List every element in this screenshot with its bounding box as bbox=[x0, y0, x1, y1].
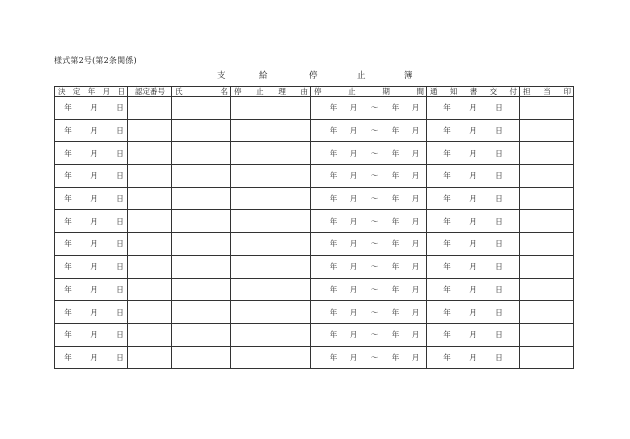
name-cell[interactable] bbox=[172, 210, 231, 233]
reason-cell[interactable] bbox=[231, 255, 311, 278]
stamp-cell[interactable] bbox=[520, 346, 574, 369]
form-label: 様式第2号(第2条関係) bbox=[54, 56, 137, 65]
cert-number-cell[interactable] bbox=[128, 255, 172, 278]
cert-number-cell[interactable] bbox=[128, 119, 172, 142]
table-row bbox=[55, 255, 574, 278]
table-row bbox=[55, 165, 574, 188]
header-notice-date: 通 知 書 交 付 bbox=[427, 87, 520, 97]
period-cell[interactable]: 年 月 〜 年 月 bbox=[311, 255, 427, 278]
notice-date-cell[interactable]: 年 月 日 bbox=[427, 301, 520, 324]
period-cell[interactable]: 年 月 〜 年 月 bbox=[311, 346, 427, 369]
period-cell[interactable]: 年 月 〜 年 月 bbox=[311, 278, 427, 301]
period-cell[interactable]: 年 月 〜 年 月 bbox=[311, 233, 427, 256]
table-row bbox=[55, 233, 574, 256]
decision-date-cell[interactable]: 年 月 日 bbox=[55, 233, 128, 256]
stamp-cell[interactable] bbox=[520, 142, 574, 165]
decision-date-cell[interactable]: 年 月 日 bbox=[55, 165, 128, 188]
decision-date-cell[interactable]: 年 月 日 bbox=[55, 97, 128, 120]
reason-cell[interactable] bbox=[231, 165, 311, 188]
table-row bbox=[55, 97, 574, 120]
header-decision-date: 決 定 年 月 日 bbox=[55, 87, 128, 97]
name-cell[interactable] bbox=[172, 165, 231, 188]
stamp-cell[interactable] bbox=[520, 165, 574, 188]
name-cell[interactable] bbox=[172, 97, 231, 120]
cert-number-cell[interactable] bbox=[128, 346, 172, 369]
stamp-cell[interactable] bbox=[520, 301, 574, 324]
decision-date-cell[interactable]: 年 月 日 bbox=[55, 278, 128, 301]
cert-number-cell[interactable] bbox=[128, 210, 172, 233]
decision-date-cell[interactable]: 年 月 日 bbox=[55, 301, 128, 324]
cert-number-cell[interactable] bbox=[128, 187, 172, 210]
cert-number-cell[interactable] bbox=[128, 142, 172, 165]
cert-number-cell[interactable] bbox=[128, 301, 172, 324]
period-cell[interactable]: 年 月 〜 年 月 bbox=[311, 119, 427, 142]
table-row bbox=[55, 278, 574, 301]
stamp-cell[interactable] bbox=[520, 119, 574, 142]
name-cell[interactable] bbox=[172, 278, 231, 301]
header-reason: 停 止 理 由 bbox=[231, 87, 311, 97]
reason-cell[interactable] bbox=[231, 323, 311, 346]
period-cell[interactable]: 年 月 〜 年 月 bbox=[311, 97, 427, 120]
notice-date-cell[interactable]: 年 月 日 bbox=[427, 278, 520, 301]
cert-number-cell[interactable] bbox=[128, 165, 172, 188]
table-row bbox=[55, 119, 574, 142]
name-cell[interactable] bbox=[172, 142, 231, 165]
notice-date-cell[interactable]: 年 月 日 bbox=[427, 210, 520, 233]
period-cell[interactable]: 年 月 〜 年 月 bbox=[311, 210, 427, 233]
header-name: 氏 名 bbox=[172, 87, 231, 97]
reason-cell[interactable] bbox=[231, 97, 311, 120]
notice-date-cell[interactable]: 年 月 日 bbox=[427, 119, 520, 142]
table-row bbox=[55, 210, 574, 233]
decision-date-cell[interactable]: 年 月 日 bbox=[55, 187, 128, 210]
reason-cell[interactable] bbox=[231, 278, 311, 301]
decision-date-cell[interactable]: 年 月 日 bbox=[55, 142, 128, 165]
table-row bbox=[55, 142, 574, 165]
notice-date-cell[interactable]: 年 月 日 bbox=[427, 97, 520, 120]
cert-number-cell[interactable] bbox=[128, 233, 172, 256]
reason-cell[interactable] bbox=[231, 187, 311, 210]
period-cell[interactable]: 年 月 〜 年 月 bbox=[311, 142, 427, 165]
decision-date-cell[interactable]: 年 月 日 bbox=[55, 255, 128, 278]
name-cell[interactable] bbox=[172, 233, 231, 256]
period-cell[interactable]: 年 月 〜 年 月 bbox=[311, 187, 427, 210]
ledger-body bbox=[55, 97, 574, 369]
name-cell[interactable] bbox=[172, 119, 231, 142]
header-stamp: 担 当 印 bbox=[520, 87, 574, 97]
notice-date-cell[interactable]: 年 月 日 bbox=[427, 323, 520, 346]
title-char: 支 bbox=[217, 71, 226, 81]
title-char: 止 bbox=[357, 71, 366, 81]
table-row bbox=[55, 346, 574, 369]
notice-date-cell[interactable]: 年 月 日 bbox=[427, 233, 520, 256]
stamp-cell[interactable] bbox=[520, 210, 574, 233]
stamp-cell[interactable] bbox=[520, 255, 574, 278]
name-cell[interactable] bbox=[172, 323, 231, 346]
name-cell[interactable] bbox=[172, 346, 231, 369]
decision-date-cell[interactable]: 年 月 日 bbox=[55, 346, 128, 369]
reason-cell[interactable] bbox=[231, 142, 311, 165]
table-row bbox=[55, 323, 574, 346]
period-cell[interactable]: 年 月 〜 年 月 bbox=[311, 323, 427, 346]
reason-cell[interactable] bbox=[231, 233, 311, 256]
stamp-cell[interactable] bbox=[520, 187, 574, 210]
table-row bbox=[55, 187, 574, 210]
notice-date-cell[interactable]: 年 月 日 bbox=[427, 187, 520, 210]
reason-cell[interactable] bbox=[231, 301, 311, 324]
title-char: 停 bbox=[309, 71, 318, 81]
reason-cell[interactable] bbox=[231, 346, 311, 369]
header-row bbox=[55, 87, 574, 97]
name-cell[interactable] bbox=[172, 301, 231, 324]
notice-date-cell[interactable]: 年 月 日 bbox=[427, 346, 520, 369]
header-cert-number: 認定番号 bbox=[128, 87, 172, 97]
title-char: 給 bbox=[259, 71, 268, 81]
ledger-title bbox=[0, 69, 630, 81]
cert-number-cell[interactable] bbox=[128, 97, 172, 120]
stamp-cell[interactable] bbox=[520, 323, 574, 346]
stamp-cell[interactable] bbox=[520, 278, 574, 301]
decision-date-cell[interactable]: 年 月 日 bbox=[55, 323, 128, 346]
name-cell[interactable] bbox=[172, 187, 231, 210]
header-period: 停 止 期 間 bbox=[311, 87, 427, 97]
name-cell[interactable] bbox=[172, 255, 231, 278]
title-char: 簿 bbox=[404, 71, 413, 81]
reason-cell[interactable] bbox=[231, 119, 311, 142]
notice-date-cell[interactable]: 年 月 日 bbox=[427, 142, 520, 165]
decision-date-cell[interactable]: 年 月 日 bbox=[55, 119, 128, 142]
reason-cell[interactable] bbox=[231, 210, 311, 233]
stamp-cell[interactable] bbox=[520, 233, 574, 256]
period-cell[interactable]: 年 月 〜 年 月 bbox=[311, 165, 427, 188]
notice-date-cell[interactable]: 年 月 日 bbox=[427, 255, 520, 278]
table-row bbox=[55, 301, 574, 324]
period-cell[interactable]: 年 月 〜 年 月 bbox=[311, 301, 427, 324]
notice-date-cell[interactable]: 年 月 日 bbox=[427, 165, 520, 188]
cert-number-cell[interactable] bbox=[128, 278, 172, 301]
cert-number-cell[interactable] bbox=[128, 323, 172, 346]
stamp-cell[interactable] bbox=[520, 97, 574, 120]
decision-date-cell[interactable]: 年 月 日 bbox=[55, 210, 128, 233]
suspension-ledger-table bbox=[54, 86, 574, 369]
